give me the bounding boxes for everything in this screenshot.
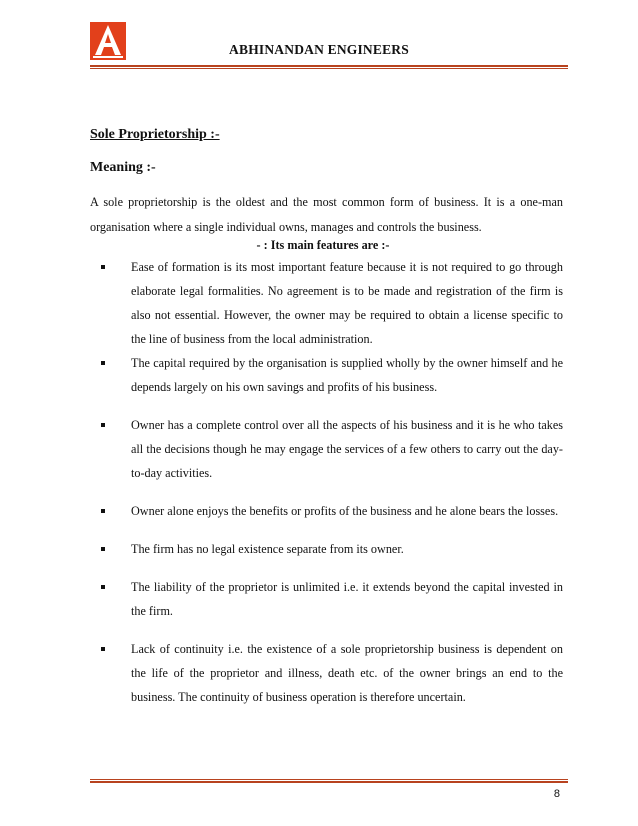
list-item [90, 255, 563, 351]
list-item [90, 499, 563, 523]
square-bullet-icon [101, 361, 105, 365]
header-rule-thin [90, 68, 568, 69]
features-title: - : Its main features are :- [256, 238, 390, 252]
list-item [90, 351, 563, 399]
list-item [90, 575, 563, 623]
list-item-text: Owner alone enjoys the benefits or profits of the business and he alone bears the losses. [131, 504, 559, 518]
list-item-text: Lack of continuity i.e. the existence of a sole proprietorship business is dependent on the life of the proprietor and illness, death etc. of the owner brings an end to the business. The continuity of business operation is therefore uncertain. [131, 642, 563, 704]
square-bullet-icon [101, 647, 105, 651]
list-item-text: The firm has no legal existence separate from its owner. [131, 542, 404, 556]
meaning-paragraph: A sole proprietorship is the oldest and the most common form of business. It is a one-man organisation where a single individual owns, manages and controls the business. [90, 195, 563, 234]
square-bullet-icon [101, 265, 105, 269]
list-item [90, 637, 563, 709]
page-number: 8 [553, 788, 560, 800]
section-title: Sole Proprietorship :- [90, 127, 220, 142]
square-bullet-icon [101, 547, 105, 551]
company-name: ABHINANDAN ENGINEERS [229, 42, 409, 57]
list-item-text: The capital required by the organisation is supplied wholly by the owner himself and he depends largely on his own savings and profits of his business. [131, 356, 563, 394]
meaning-heading: Meaning :- [90, 160, 156, 175]
list-item-text: Ease of formation is its most important feature because it is not required to go through elaborate legal formalities. No agreement is to be made and registration of the firm is also not essential. However, the owner may be required to obtain a license specific to the line of business from the local administration. [131, 260, 563, 346]
square-bullet-icon [101, 423, 105, 427]
list-item [90, 413, 563, 485]
footer-rule [90, 781, 568, 783]
features-list [90, 255, 563, 709]
square-bullet-icon [101, 585, 105, 589]
list-item-text: Owner has a complete control over all the aspects of his business and it is he who takes all the decisions though he may engage the services of a few others to carry out the day-to-day activities. [131, 418, 563, 480]
list-item [90, 537, 563, 561]
header-rule [90, 65, 568, 67]
footer-rule-thin [90, 779, 568, 780]
list-item-text: The liability of the proprietor is unlimited i.e. it extends beyond the capital invested in the firm. [131, 580, 563, 618]
square-bullet-icon [101, 509, 105, 513]
